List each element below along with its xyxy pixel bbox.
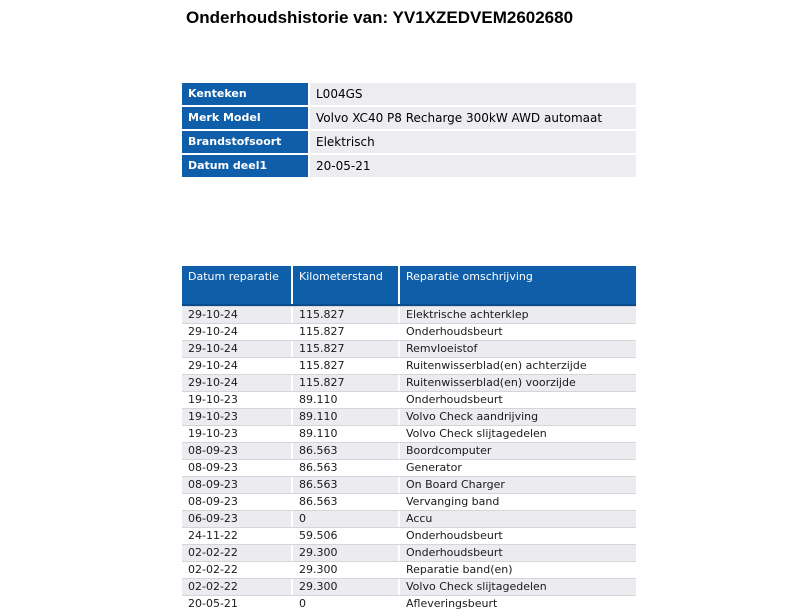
repair-date-cell: 29-10-24 (188, 308, 238, 321)
repair-km-cell: 89.110 (291, 409, 398, 425)
column-header-kilometerstand: Kilometerstand (291, 266, 398, 304)
repair-row (182, 544, 636, 561)
repair-row (182, 561, 636, 578)
repair-history-header-row (182, 266, 636, 306)
repair-row (182, 578, 636, 595)
column-header-reparatie-omschrijving: Reparatie omschrijving (398, 266, 636, 304)
repair-row (182, 527, 636, 544)
repair-date-cell: 02-02-22 (188, 580, 238, 593)
repair-date-cell: 02-02-22 (188, 546, 238, 559)
repair-km-cell: 89.110 (291, 426, 398, 442)
repair-row (182, 425, 636, 442)
repair-km-cell: 115.827 (291, 358, 398, 374)
page-title: Onderhoudshistorie van: YV1XZEDVEM2602680 (186, 8, 574, 27)
repair-km-cell: 86.563 (291, 443, 398, 459)
repair-description-cell: Reparatie band(en) (398, 562, 636, 578)
repair-description-cell: Volvo Check slijtagedelen (398, 426, 636, 442)
repair-row (182, 374, 636, 391)
repair-km-cell: 29.300 (291, 545, 398, 561)
repair-date-cell: 29-10-24 (188, 342, 238, 355)
repair-row (182, 459, 636, 476)
repair-date-cell: 08-09-23 (188, 444, 238, 457)
repair-description-cell: Remvloeistof (398, 341, 636, 357)
repair-date-cell: 24-11-22 (188, 529, 238, 542)
repair-km-cell: 86.563 (291, 460, 398, 476)
repair-description-cell: Ruitenwisserblad(en) achterzijde (398, 358, 636, 374)
repair-history-table (182, 266, 636, 612)
repair-row (182, 357, 636, 374)
repair-description-cell: On Board Charger (398, 477, 636, 493)
repair-km-cell: 29.300 (291, 562, 398, 578)
vehicle-info-label: Merk Model (182, 107, 308, 129)
column-header-datum-reparatie: Datum reparatie (188, 270, 279, 283)
repair-date-cell: 19-10-23 (188, 427, 238, 440)
repair-history-body (182, 306, 636, 612)
repair-description-cell: Boordcomputer (398, 443, 636, 459)
vehicle-info-value: L004GS (310, 83, 636, 105)
repair-date-cell: 08-09-23 (188, 461, 238, 474)
repair-date-cell: 29-10-24 (188, 359, 238, 372)
repair-row (182, 340, 636, 357)
repair-km-cell: 59.506 (291, 528, 398, 544)
repair-km-cell: 0 (291, 511, 398, 527)
vehicle-info-row (182, 107, 636, 129)
repair-km-cell: 115.827 (291, 324, 398, 340)
repair-km-cell: 115.827 (291, 341, 398, 357)
vehicle-info-label: Kenteken (182, 83, 308, 105)
vehicle-info-label: Brandstofsoort (182, 131, 308, 153)
repair-row (182, 391, 636, 408)
vehicle-info-row (182, 83, 636, 105)
repair-row (182, 493, 636, 510)
repair-km-cell: 86.563 (291, 494, 398, 510)
repair-description-cell: Onderhoudsbeurt (398, 528, 636, 544)
repair-date-cell: 19-10-23 (188, 410, 238, 423)
repair-km-cell: 29.300 (291, 579, 398, 595)
repair-description-cell: Vervanging band (398, 494, 636, 510)
repair-description-cell: Onderhoudsbeurt (398, 324, 636, 340)
vehicle-info-table (182, 83, 636, 179)
repair-km-cell: 89.110 (291, 392, 398, 408)
repair-description-cell: Ruitenwisserblad(en) voorzijde (398, 375, 636, 391)
repair-description-cell: Volvo Check slijtagedelen (398, 579, 636, 595)
repair-date-cell: 06-09-23 (188, 512, 238, 525)
vehicle-info-row (182, 155, 636, 177)
repair-description-cell: Accu (398, 511, 636, 527)
repair-row (182, 306, 636, 323)
vehicle-info-row (182, 131, 636, 153)
repair-description-cell: Onderhoudsbeurt (398, 392, 636, 408)
repair-date-cell: 19-10-23 (188, 393, 238, 406)
vehicle-info-value: 20-05-21 (310, 155, 636, 177)
repair-description-cell: Onderhoudsbeurt (398, 545, 636, 561)
repair-description-cell: Volvo Check aandrijving (398, 409, 636, 425)
repair-date-cell: 29-10-24 (188, 376, 238, 389)
repair-date-cell: 08-09-23 (188, 495, 238, 508)
repair-description-cell: Generator (398, 460, 636, 476)
repair-row (182, 323, 636, 340)
repair-date-cell: 20-05-21 (188, 597, 238, 610)
repair-row (182, 510, 636, 527)
repair-km-cell: 115.827 (291, 307, 398, 323)
vehicle-info-value: Elektrisch (310, 131, 636, 153)
repair-km-cell: 0 (291, 596, 398, 612)
repair-km-cell: 115.827 (291, 375, 398, 391)
repair-row (182, 595, 636, 612)
vehicle-info-value: Volvo XC40 P8 Recharge 300kW AWD automaat (310, 107, 636, 129)
repair-description-cell: Afleveringsbeurt (398, 596, 636, 612)
repair-row (182, 408, 636, 425)
repair-km-cell: 86.563 (291, 477, 398, 493)
repair-row (182, 442, 636, 459)
vehicle-info-label: Datum deel1 (182, 155, 308, 177)
repair-date-cell: 08-09-23 (188, 478, 238, 491)
repair-date-cell: 29-10-24 (188, 325, 238, 338)
repair-date-cell: 02-02-22 (188, 563, 238, 576)
repair-description-cell: Elektrische achterklep (398, 307, 636, 323)
repair-row (182, 476, 636, 493)
